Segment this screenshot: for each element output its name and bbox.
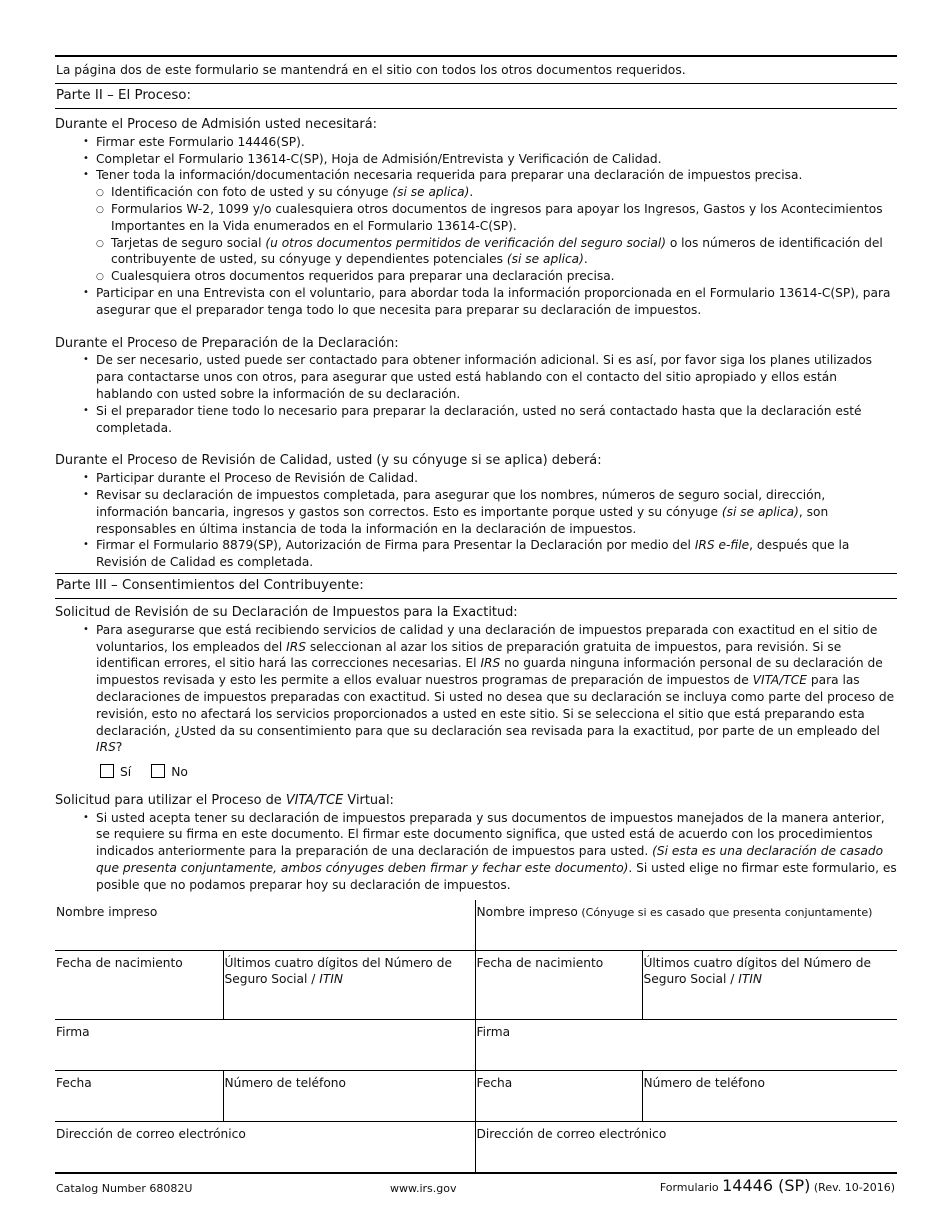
- spouse-phone-field[interactable]: [642, 1070, 897, 1121]
- field-note: (Cónyuge si es casado que presenta conjuntamente): [577, 905, 873, 919]
- text: Virtual:: [343, 792, 394, 808]
- list-item-text: Tener toda la información/documentación necesaria requerida para preparar una declaración de impuestos precisa.: [96, 168, 803, 183]
- ssn-field[interactable]: [223, 950, 475, 1019]
- quality-heading: Durante el Proceso de Revisión de Calidad, usted (y su cónyuge si se aplica) deberá:: [55, 453, 602, 469]
- list-item: [111, 184, 897, 201]
- signature-field[interactable]: [55, 1019, 475, 1070]
- text: IRS: [96, 740, 116, 755]
- consent-checkboxes: [100, 764, 897, 781]
- spouse-signature-field[interactable]: [475, 1019, 897, 1070]
- list-item: • Completar el Formulario 13614-C(SP), Hoja de Admisión/Entrevista y Verificación de Calidad.: [95, 151, 897, 168]
- date-field[interactable]: [55, 1070, 223, 1121]
- list-item: • De ser necesario, usted puede ser contactado para obtener información adicional. Si es así, por favor siga los planes utilizados para contactarse unos con otros, para asegurar que usted está hablando con el contacto del sitio apropiado y ellos están hablando con usted sobre la información de su declaración.: [95, 352, 897, 402]
- text: , son responsables en última instancia de toda la información en la declaración de impuestos.: [96, 504, 829, 536]
- field-label: Firma: [476, 1024, 511, 1039]
- list-item: [95, 487, 897, 537]
- part3-title: Parte III – Consentimientos del Contribuyente:: [55, 573, 897, 599]
- field-label: Nombre impreso: [476, 904, 578, 919]
- list-item: ○ Cualesquiera otros documentos requeridos para preparar una declaración precisa.: [111, 268, 897, 285]
- text: Identificación con foto de usted y su cónyuge: [111, 185, 393, 200]
- text: IRS e-file: [694, 538, 750, 553]
- part3-section: [55, 605, 897, 894]
- documents-sublist: [96, 184, 897, 285]
- form-id: [660, 1176, 895, 1195]
- list-item: [95, 622, 897, 756]
- page-notice: La página dos de este formulario se mantendrá en el sitio con todos los otros documentos requeridos.: [56, 63, 686, 77]
- spouse-dob-field[interactable]: [475, 950, 642, 1019]
- spouse-printed-name-field[interactable]: [475, 900, 897, 951]
- text: Si usted acepta tener su declaración de impuestos preparada y sus documentos de impuestos manejados de la manera anterior, se requiere su firma en este documento. El firmar este documento significa, que usted está de acuerdo con los procedimientos indicados anteriormente para la preparación de una declaración de impuestos para usted.: [96, 810, 885, 859]
- text: Revisar su declaración de impuestos completada, para asegurar que los nombres, números de seguro social, dirección, información bancaria, ingresos y gastos son correctos. Esto es importante porque usted y su cónyuge: [96, 487, 826, 519]
- text: Tarjetas de seguro social: [111, 235, 266, 250]
- list-item: • Participar durante el Proceso de Revisión de Calidad.: [95, 470, 897, 487]
- field-label: Nombre impreso: [56, 904, 158, 919]
- email-field[interactable]: [55, 1121, 475, 1172]
- field-label: Fecha: [56, 1075, 92, 1090]
- list-item: [95, 810, 897, 894]
- text: para las declaraciones de impuestos preparadas con exactitud. Si usted no desea que su declaración se incluya como parte del proceso de revisión, esto no afectará los servicios proporcionados a usted en este sitio. Si se selecciona el sitio que está preparando esta declaración, ¿Usted da su consentimiento para que su declaración sea revisada para la exactitud, por parte de un empleado del: [96, 673, 895, 738]
- admission-heading: Durante el Proceso de Admisión usted necesitará:: [55, 117, 377, 132]
- website: www.irs.gov: [390, 1182, 457, 1195]
- text: (Si esta es una declaración de casado que presenta conjuntamente, ambos cónyuges deben firmar y fechar este documento): [96, 844, 884, 876]
- admission-list: [55, 134, 897, 319]
- part2-section: [55, 117, 897, 571]
- form-revision: (Rev. 10-2016): [810, 1181, 895, 1194]
- text: IRS: [480, 656, 501, 671]
- field-label: Número de teléfono: [643, 1075, 765, 1090]
- list-item: [95, 167, 897, 285]
- field-label: Dirección de correo electrónico: [476, 1126, 667, 1141]
- spouse-email-field[interactable]: [475, 1121, 897, 1172]
- field-label: Últimos cuatro dígitos del Número de Seguro Social /: [224, 955, 452, 987]
- list-item: [111, 235, 897, 269]
- form-number: 14446 (SP): [722, 1176, 811, 1195]
- form-label: Formulario: [659, 1181, 723, 1194]
- yes-option[interactable]: [100, 764, 131, 781]
- virtual-list: [55, 810, 897, 894]
- phone-field[interactable]: [223, 1070, 475, 1121]
- dob-field[interactable]: [55, 950, 223, 1019]
- text: , después que la Revisión de Calidad es completada.: [96, 538, 850, 570]
- review-list: [55, 622, 897, 756]
- printed-name-field[interactable]: [55, 900, 475, 951]
- no-option[interactable]: [151, 764, 188, 781]
- quality-list: [55, 470, 897, 571]
- text: Firmar el Formulario 8879(SP), Autorización de Firma para Presentar la Declaración por medio del: [96, 538, 695, 553]
- text: . Si usted elige no firmar este formulario, es posible que no podamos preparar hoy su declaración de impuestos.: [96, 861, 897, 892]
- text: VITA/TCE: [752, 673, 808, 688]
- field-label: Fecha: [476, 1075, 513, 1090]
- list-item: [95, 537, 897, 571]
- page-footer: [55, 1172, 897, 1204]
- list-item: • Si el preparador tiene todo lo necesario para preparar la declaración, usted no será contactado hasta que la declaración esté completada.: [95, 403, 897, 437]
- text: (si se aplica): [721, 504, 799, 519]
- virtual-heading: [55, 793, 897, 810]
- field-label: Dirección de correo electrónico: [56, 1126, 246, 1141]
- text: Para asegurarse que está recibiendo servicios de calidad y una declaración de impuestos preparada con exactitud en el sitio de voluntarios, los empleados del: [96, 622, 878, 654]
- field-label: Fecha de nacimiento: [56, 955, 183, 970]
- text: .: [469, 185, 474, 200]
- list-item: • Participar en una Entrevista con el voluntario, para abordar toda la información proporcionada en el Formulario 13614-C(SP), para asegurar que el preparador tenga todo lo que necesita para preparar su declaración de impuestos.: [95, 285, 897, 319]
- text: ?: [115, 740, 123, 755]
- yes-label: Sí: [120, 765, 132, 780]
- preparation-heading: Durante el Proceso de Preparación de la Declaración:: [55, 335, 399, 351]
- text: IRS: [286, 639, 306, 654]
- text: Solicitud para utilizar el Proceso de: [55, 792, 286, 808]
- field-label: Firma: [56, 1024, 90, 1039]
- part2-title: Parte II – El Proceso:: [55, 83, 897, 109]
- no-label: No: [171, 765, 188, 780]
- text: (si se aplica): [392, 185, 470, 200]
- text: no guarda ninguna información personal de su declaración de impuestos revisada y esto les permite a ellos evaluar nuestros programas de preparación de impuestos de: [96, 656, 883, 688]
- field-label: Fecha de nacimiento: [476, 955, 604, 970]
- form-page: [55, 55, 897, 1172]
- signature-table: [55, 900, 897, 1172]
- list-item: • Firmar este Formulario 14446(SP).: [95, 134, 897, 151]
- text: o los números de identificación del contribuyente de usted, su cónyuge y dependientes potenciales: [111, 235, 883, 267]
- field-label: Últimos cuatro dígitos del Número de Seguro Social /: [643, 955, 871, 987]
- yes-checkbox[interactable]: [100, 764, 114, 778]
- list-item: ○ Formularios W-2, 1099 y/o cualesquiera otros documentos de ingresos para apoyar los Ingresos, Gastos y los Acontecimientos Importantes en la Vida enumerados en el Formulario 13614-C(SP).: [111, 201, 897, 235]
- field-label: ITIN: [319, 972, 344, 987]
- text: .: [583, 252, 588, 267]
- field-label: ITIN: [738, 972, 763, 987]
- preparation-list: [55, 352, 897, 436]
- text: VITA/TCE: [285, 792, 344, 808]
- text: seleccionan al azar los sitios de preparación gratuita de impuestos, para revisión. Si se identifican errores, el sitio hará las correcciones necesarias. El: [96, 639, 842, 671]
- catalog-number: Catalog Number 68082U: [56, 1182, 193, 1195]
- text: (si se aplica): [506, 252, 584, 267]
- field-label: Número de teléfono: [224, 1075, 346, 1090]
- review-heading: Solicitud de Revisión de su Declaración de Impuestos para la Exactitud:: [55, 604, 518, 620]
- spouse-ssn-field[interactable]: [642, 950, 897, 1019]
- spouse-date-field[interactable]: [475, 1070, 642, 1121]
- no-checkbox[interactable]: [151, 764, 165, 778]
- text: (u otros documentos permitidos de verificación del seguro social): [265, 235, 666, 250]
